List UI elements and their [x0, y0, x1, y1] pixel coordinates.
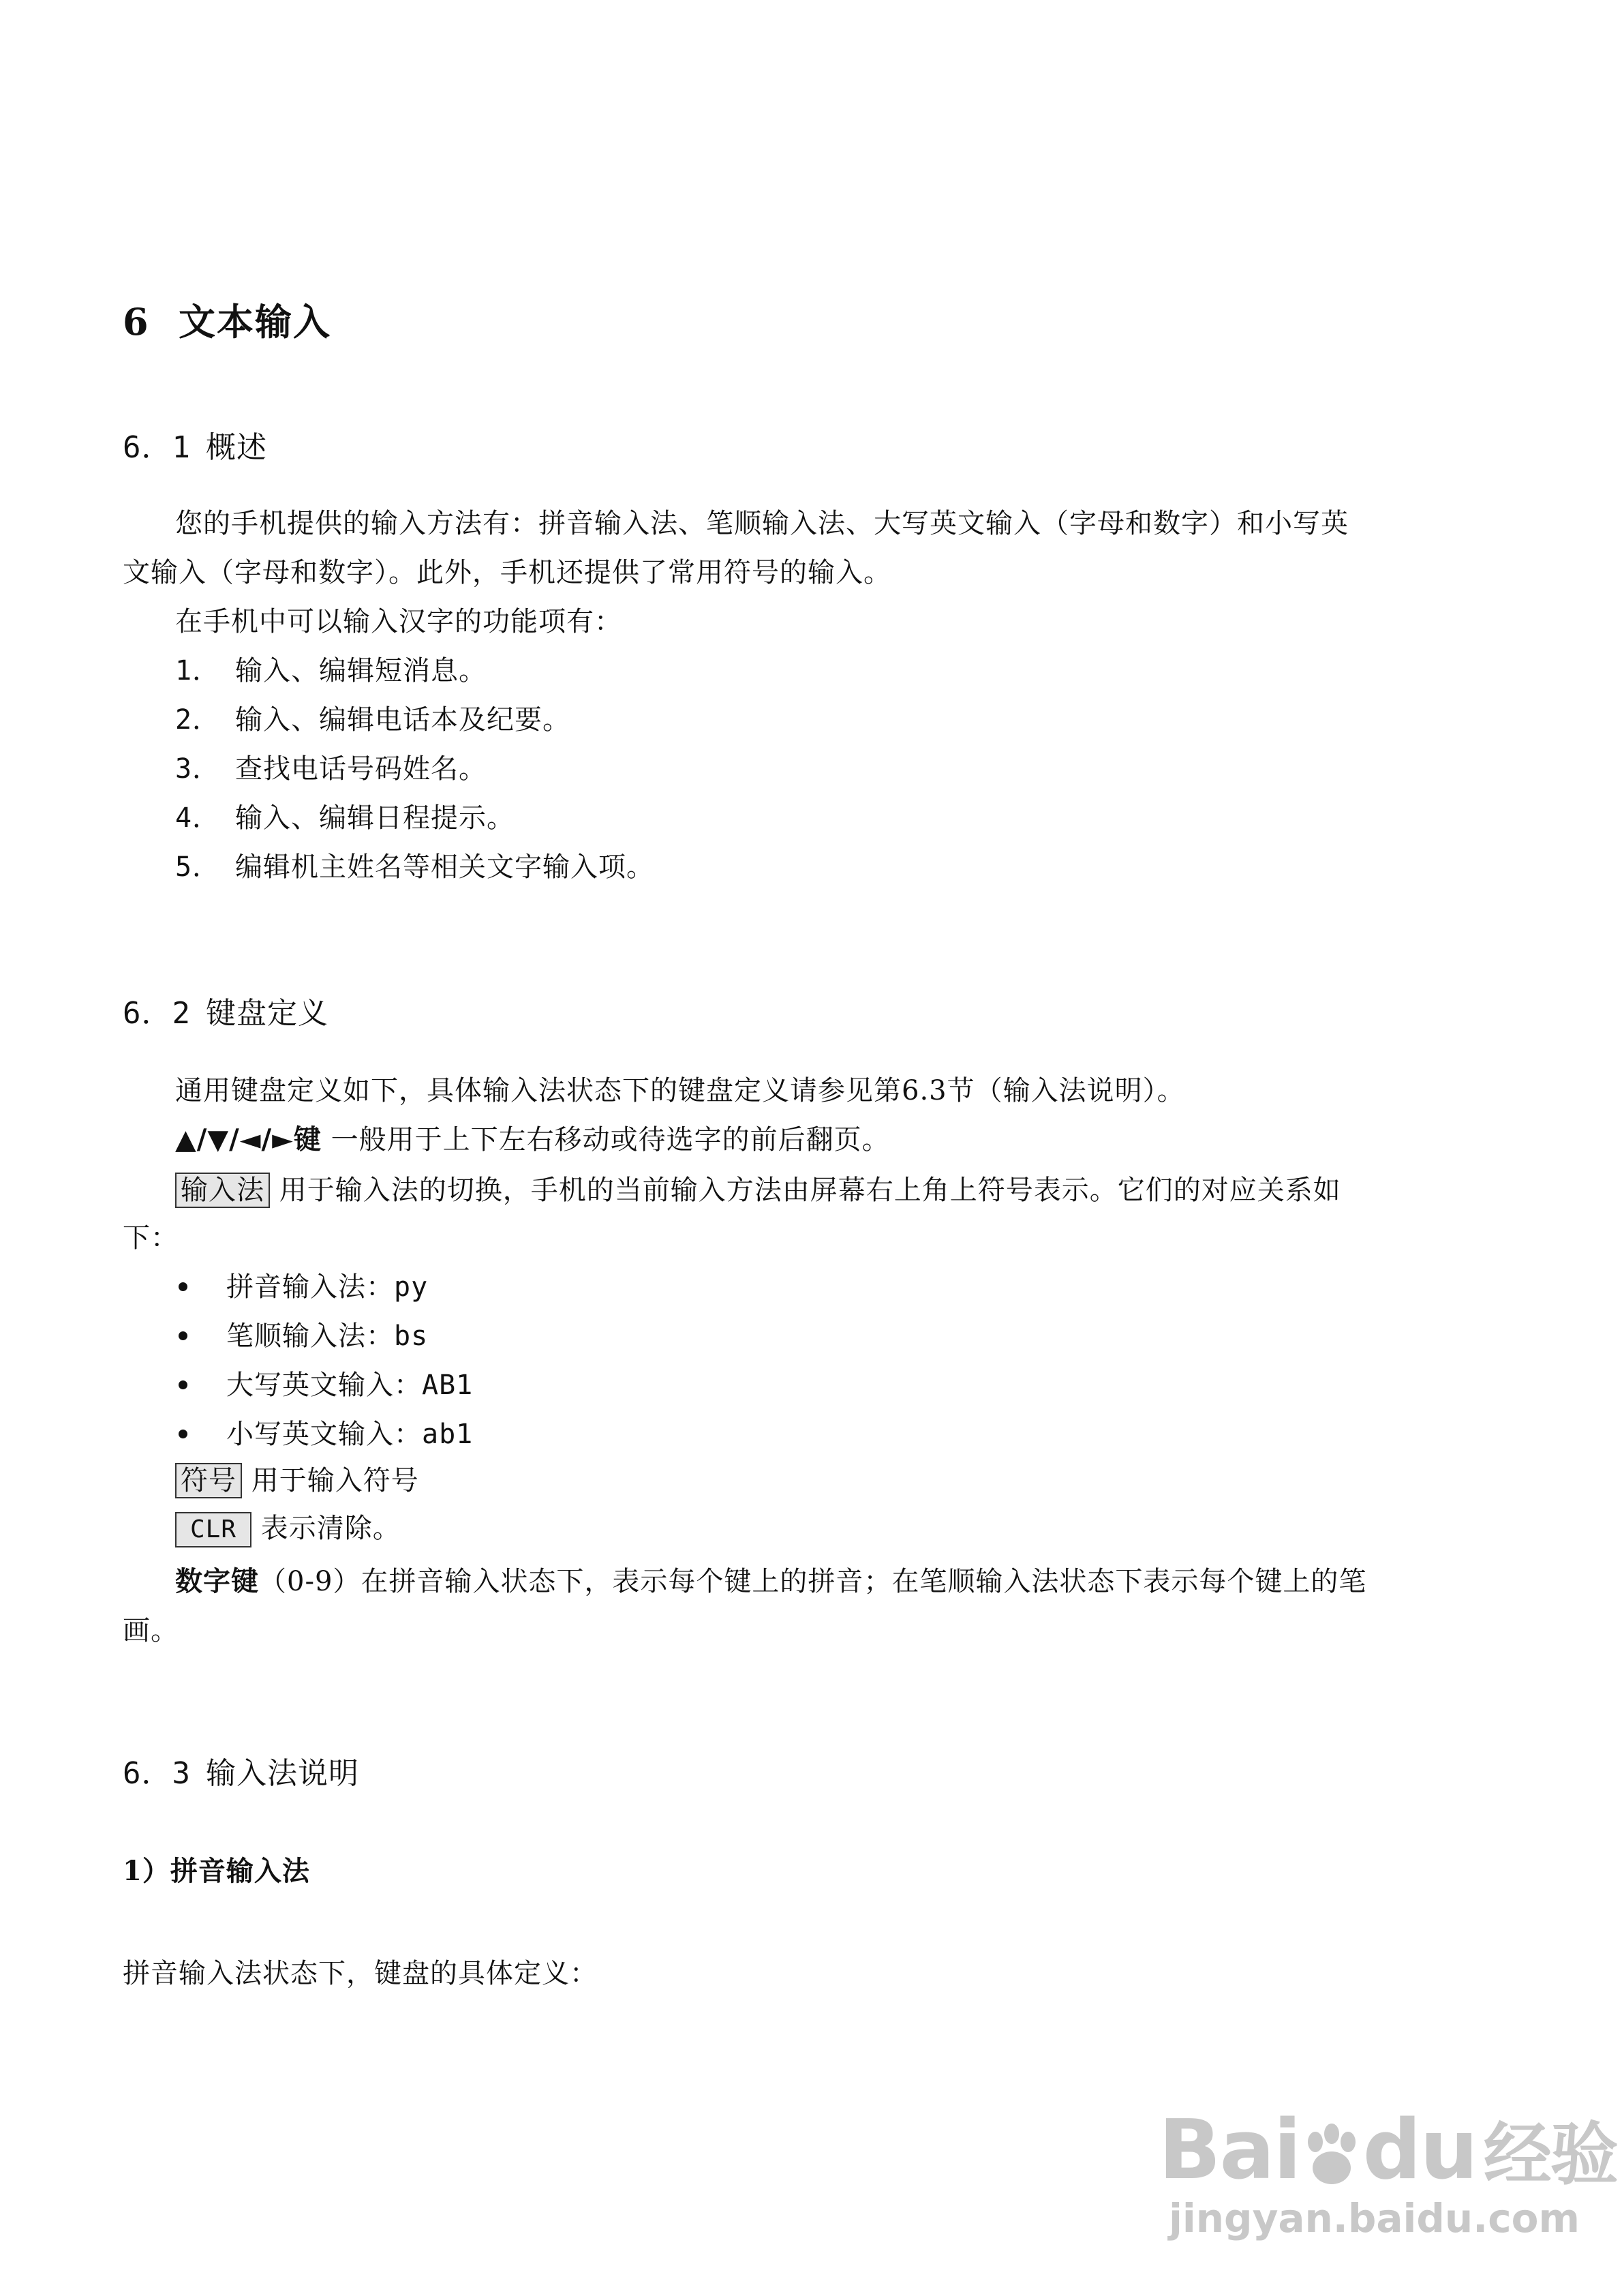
list-item: 4． 输入、编辑日程提示。 — [175, 802, 515, 834]
section-heading-6-1 — [123, 423, 267, 466]
section-heading-6-2 — [123, 988, 328, 1032]
paw-icon — [1300, 2121, 1363, 2190]
bullet-icon — [179, 1430, 187, 1438]
clr-key-line: CLR 表示清除。 — [175, 1512, 401, 1547]
section-heading-6-3 — [123, 1749, 359, 1792]
subsection-heading: 1）拼音输入法 — [123, 1855, 310, 1887]
list-item: 5． 编辑机主姓名等相关文字输入项。 — [175, 851, 654, 883]
watermark-logo: Bai du 经验 — [1159, 2103, 1617, 2198]
symbol-key: 符号 — [175, 1463, 242, 1498]
ime-key-line: 输入法 用于输入法的切换，手机的当前输入方法由屏幕右上角上符号表示。它们的对应关系如 — [175, 1173, 1341, 1208]
paragraph: 拼音输入法状态下，键盘的具体定义： — [123, 1958, 598, 1989]
chapter-title-text: 文本输入 — [179, 300, 331, 344]
section-title: 键盘定义 — [206, 996, 328, 1031]
section-title: 概述 — [206, 430, 267, 465]
section-number: 6．1 — [123, 430, 191, 465]
paragraph-line: 下： — [123, 1222, 179, 1254]
paragraph: 通用键盘定义如下，具体输入法状态下的键盘定义请参见第6.3节（输入法说明）。 — [175, 1075, 1185, 1106]
paragraph-line: 您的手机提供的输入方法有：拼音输入法、笔顺输入法、大写英文输入（字母和数字）和小写英 — [175, 508, 1349, 539]
arrow-keys-line: ▲/▼/◄/►键 一般用于上下左右移动或待选字的前后翻页。 — [175, 1123, 890, 1155]
bullet-icon — [179, 1380, 187, 1389]
paragraph-line: 画。 — [123, 1615, 179, 1646]
bullet-item: 小写英文输入：ab1 — [179, 1421, 473, 1448]
digit-keys-label: 数字键 — [175, 1565, 259, 1597]
bullet-item: 笔顺输入法：bs — [179, 1323, 428, 1350]
paragraph: 在手机中可以输入汉字的功能项有： — [175, 606, 622, 637]
paragraph-line: 文输入（字母和数字）。此外，手机还提供了常用符号的输入。 — [123, 557, 891, 588]
bullet-item: 大写英文输入：AB1 — [179, 1372, 473, 1399]
bullet-item: 拼音输入法：py — [179, 1273, 428, 1301]
clr-key: CLR — [175, 1512, 251, 1547]
ime-key: 输入法 — [175, 1173, 270, 1208]
section-number: 6．2 — [123, 996, 191, 1031]
symbol-key-line: 符号 用于输入符号 — [175, 1463, 419, 1498]
bullet-icon — [179, 1331, 187, 1340]
section-number: 6．3 — [123, 1756, 191, 1791]
watermark-url: jingyan.baidu.com — [1169, 2195, 1580, 2241]
list-item: 2． 输入、编辑电话本及纪要。 — [175, 704, 570, 736]
list-item: 3． 查找电话号码姓名。 — [175, 753, 487, 785]
chapter-number: 6 — [123, 300, 150, 344]
list-item: 1． 输入、编辑短消息。 — [175, 655, 487, 686]
chapter-title — [123, 293, 331, 346]
digit-keys-line: 数字键（0-9）在拼音输入状态下，表示每个键上的拼音；在笔顺输入法状态下表示每个键上的笔 — [175, 1565, 1367, 1597]
arrow-keys-label: ▲/▼/◄/►键 — [175, 1123, 322, 1155]
bullet-icon — [179, 1282, 187, 1291]
section-title: 输入法说明 — [206, 1756, 359, 1791]
